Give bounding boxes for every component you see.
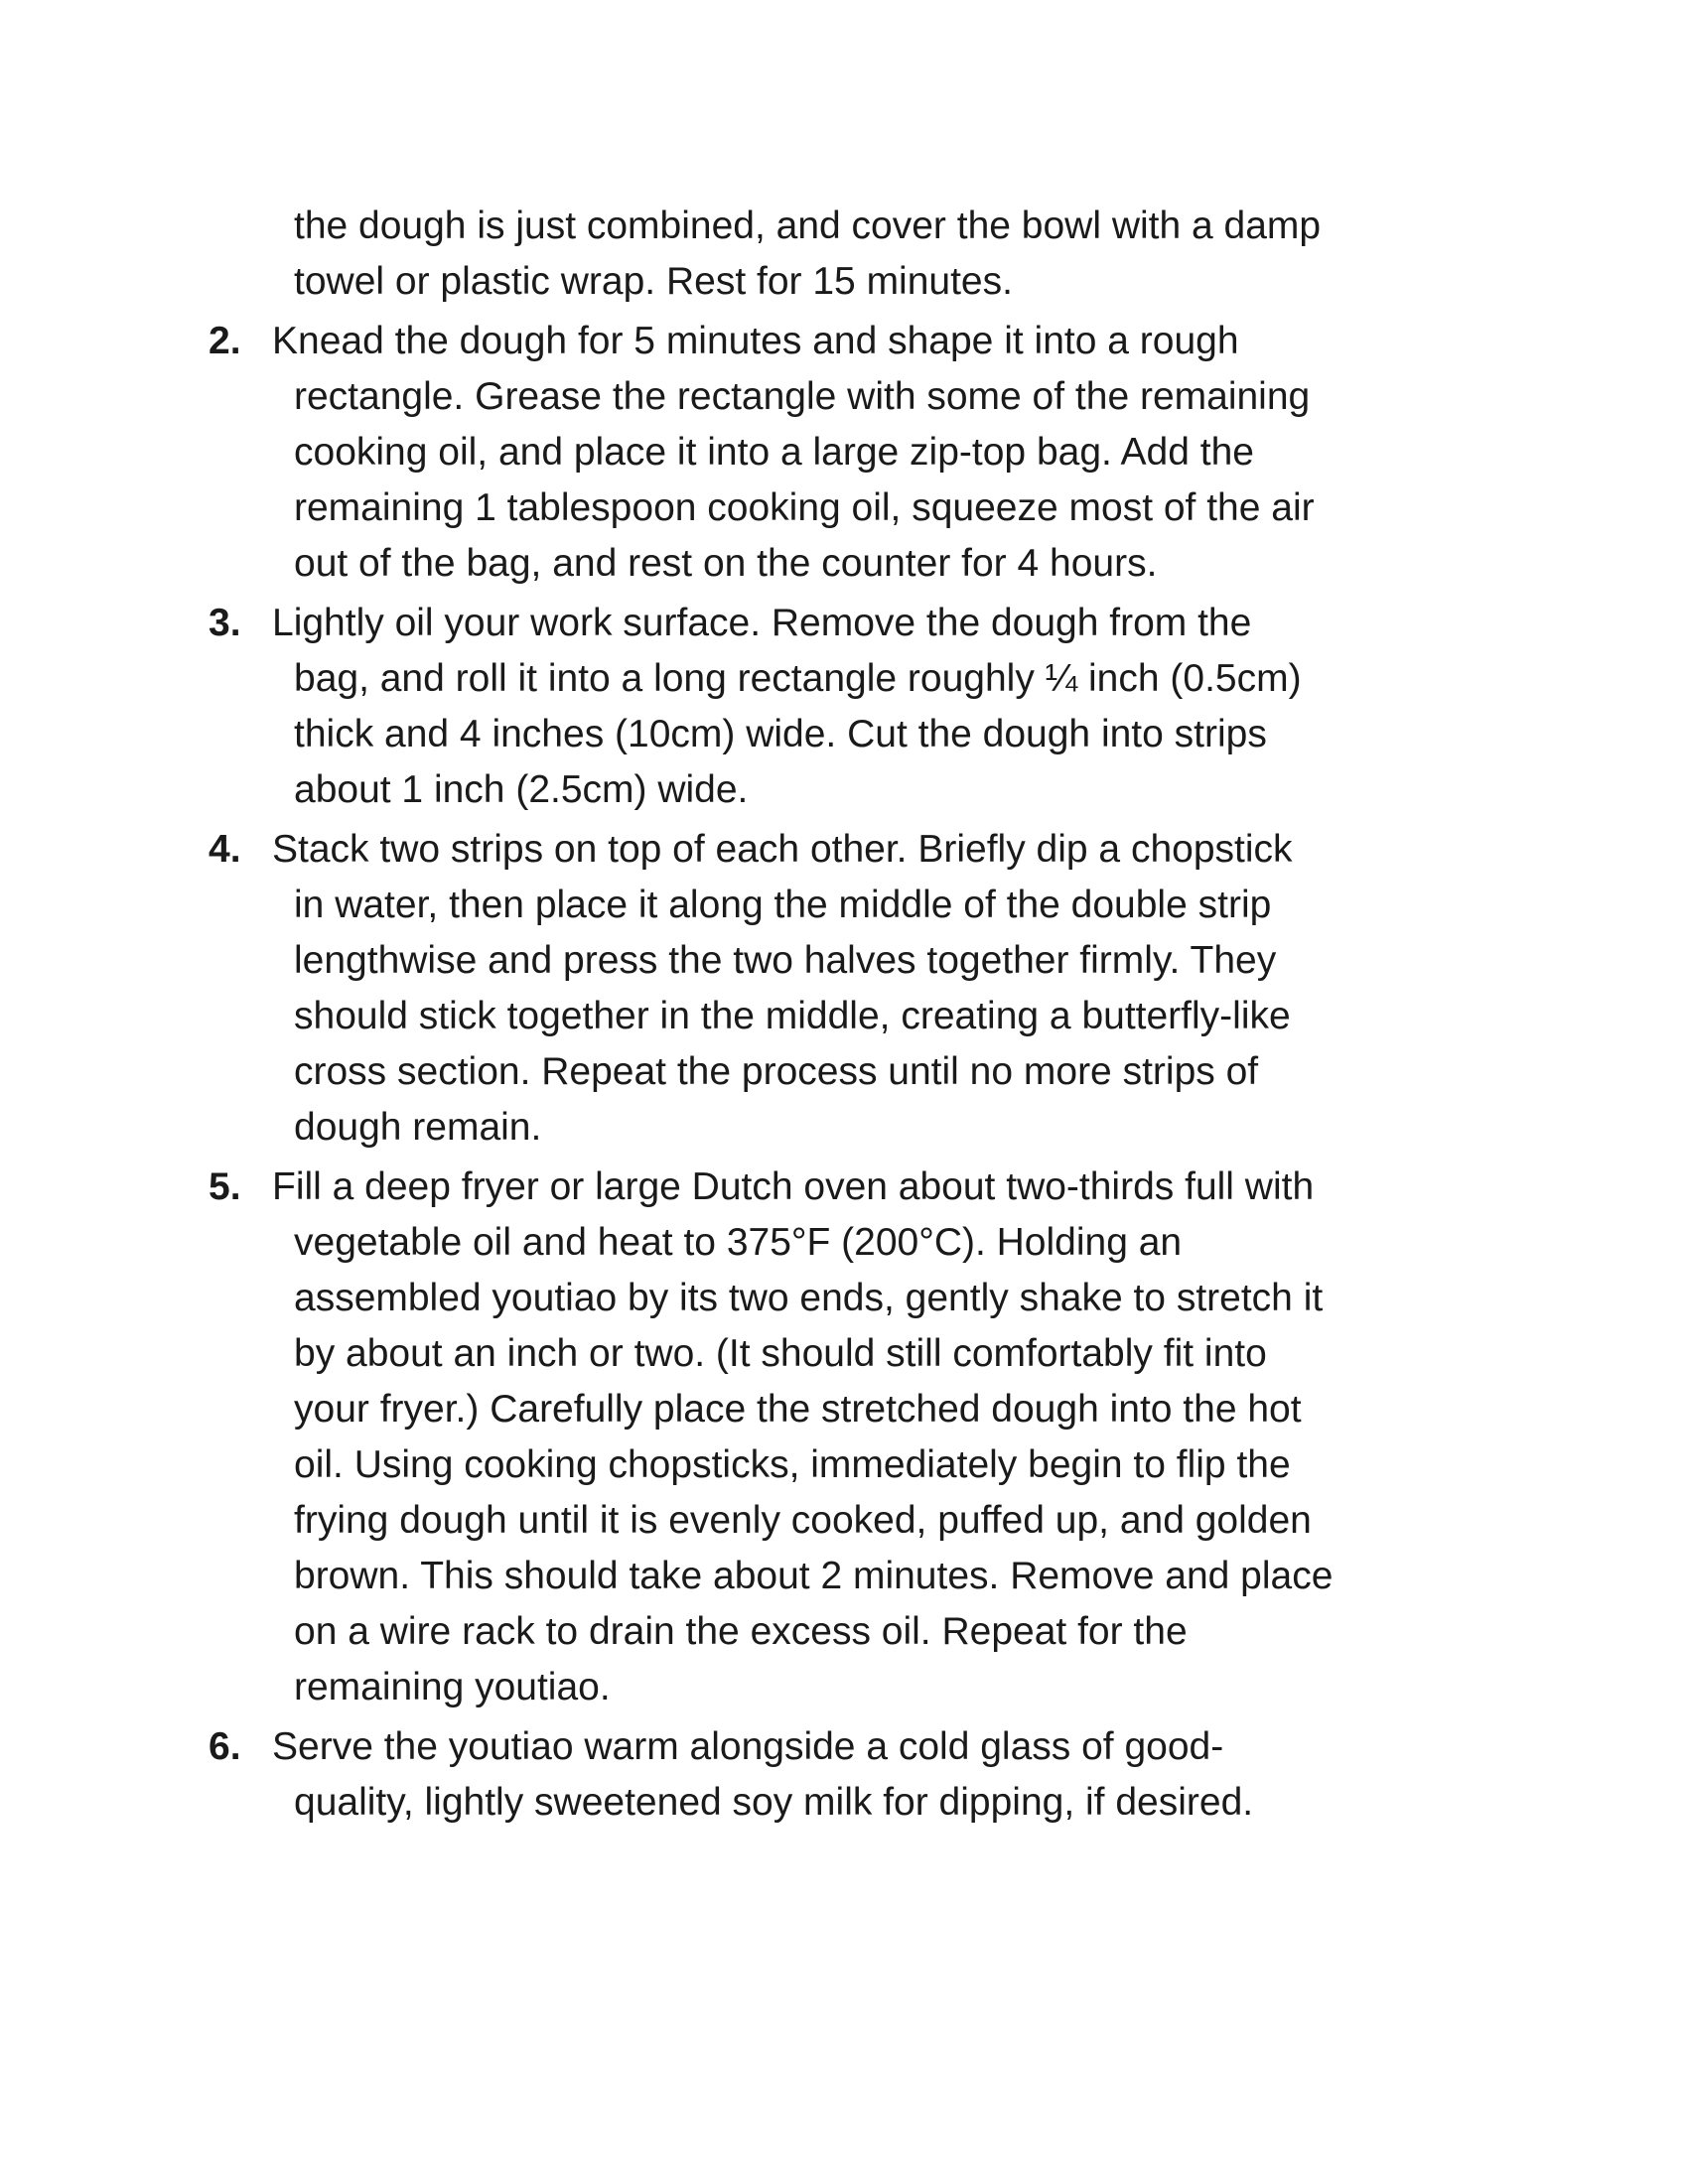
recipe-step [209, 822, 1489, 1156]
step-text-line: in water, then place it along the middle of the double strip [294, 884, 1272, 926]
step-text-line: assembled youtiao by its two ends, gently shake to stretch it [294, 1277, 1324, 1319]
recipe-step [209, 199, 1489, 310]
recipe-step [209, 1719, 1489, 1831]
step-text-line: dough remain. [294, 1106, 542, 1149]
recipe-step [209, 596, 1489, 818]
step-text-line: Knead the dough for 5 minutes and shape it into a rough [272, 320, 1239, 362]
step-text-line: lengthwise and press the two halves together firmly. They [294, 939, 1277, 982]
step-text-line: vegetable oil and heat to 375°F (200°C). Holding an [294, 1221, 1183, 1264]
step-text-line: frying dough until it is evenly cooked, puffed up, and golden [294, 1499, 1312, 1542]
step-number: 5. [209, 1165, 241, 1208]
step-text-line: the dough is just combined, and cover the bowl with a damp [294, 205, 1322, 247]
recipe-step [209, 314, 1489, 592]
recipe-steps-list [209, 199, 1489, 1835]
step-text-line: remaining youtiao. [294, 1666, 611, 1708]
step-number: 2. [209, 320, 241, 362]
step-number: 4. [209, 828, 241, 871]
step-text-line: about 1 inch (2.5cm) wide. [294, 768, 749, 811]
step-text-line: Lightly oil your work surface. Remove the dough from the [272, 602, 1252, 644]
step-text-line: Stack two strips on top of each other. Briefly dip a chopstick [272, 828, 1293, 871]
step-text-line: bag, and roll it into a long rectangle roughly ¼ inch (0.5cm) [294, 657, 1302, 700]
step-text-line: your fryer.) Carefully place the stretched dough into the hot [294, 1388, 1302, 1431]
step-text-line: remaining 1 tablespoon cooking oil, squeeze most of the air [294, 486, 1315, 529]
step-number: 6. [209, 1725, 241, 1768]
step-text-line: quality, lightly sweetened soy milk for dipping, if desired. [294, 1781, 1254, 1824]
step-text-line: towel or plastic wrap. Rest for 15 minutes. [294, 260, 1013, 303]
step-text-line: cross section. Repeat the process until no more strips of [294, 1050, 1259, 1093]
step-text-line: out of the bag, and rest on the counter for 4 hours. [294, 542, 1158, 585]
step-text-line: rectangle. Grease the rectangle with some of the remaining [294, 375, 1311, 418]
recipe-step [209, 1160, 1489, 1715]
step-text-line: by about an inch or two. (It should still comfortably fit into [294, 1332, 1267, 1375]
step-text-line: should stick together in the middle, creating a butterfly-like [294, 995, 1291, 1037]
step-text-line: Serve the youtiao warm alongside a cold glass of good- [272, 1725, 1224, 1768]
step-text-line: on a wire rack to drain the excess oil. Repeat for the [294, 1610, 1188, 1653]
step-text-line: brown. This should take about 2 minutes. Remove and place [294, 1555, 1334, 1597]
step-number: 3. [209, 602, 241, 644]
step-text-line: cooking oil, and place it into a large zip-top bag. Add the [294, 431, 1254, 474]
step-text-line: thick and 4 inches (10cm) wide. Cut the dough into strips [294, 713, 1267, 755]
step-text-line: oil. Using cooking chopsticks, immediately begin to flip the [294, 1443, 1291, 1486]
step-text-line: Fill a deep fryer or large Dutch oven about two-thirds full with [272, 1165, 1315, 1208]
